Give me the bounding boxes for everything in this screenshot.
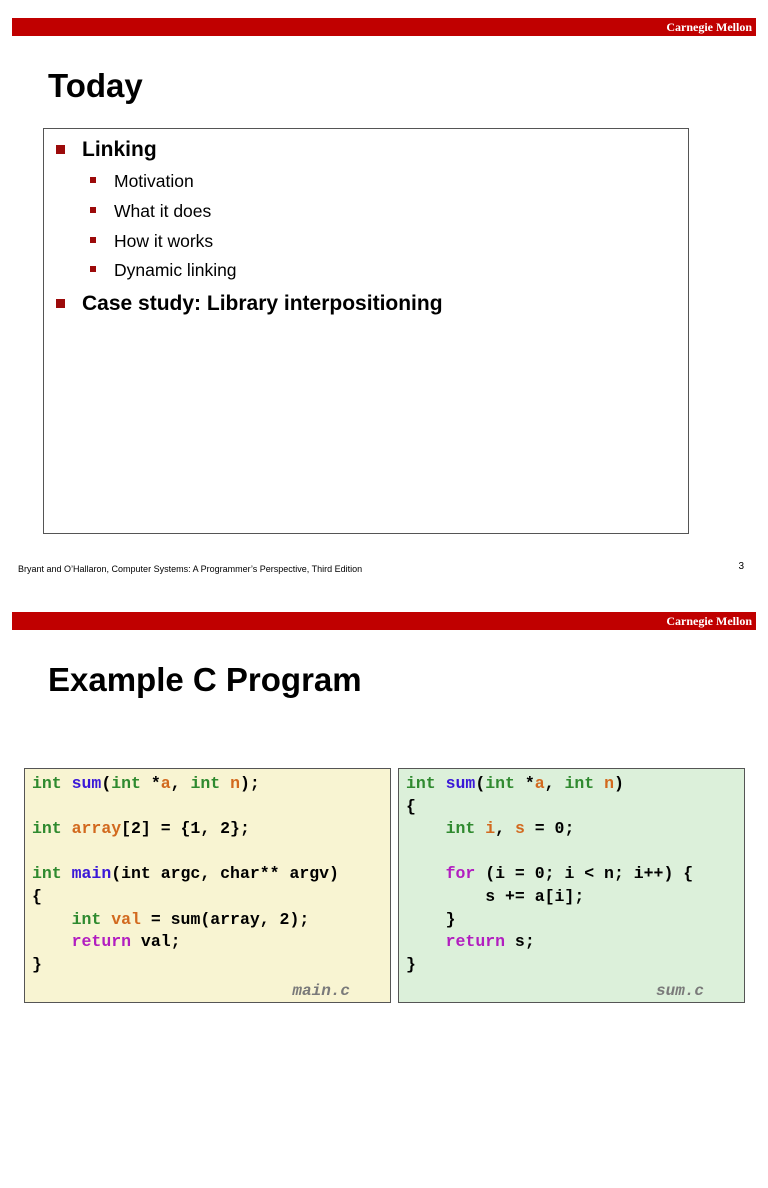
bullet-linking: Linking — [56, 137, 157, 163]
code-line: s += a[i]; — [406, 886, 585, 906]
code-line: } — [406, 909, 456, 929]
bullet-square-icon — [90, 207, 96, 213]
code-line: int sum(int *a, int n) — [406, 774, 624, 793]
sub-bullet: How it works — [90, 230, 213, 252]
code-line: } — [32, 954, 42, 974]
filename-label: sum.c — [655, 982, 704, 1000]
header-bar — [12, 18, 756, 36]
code-line: int array[2] = {1, 2}; — [32, 819, 250, 839]
sub-bullet: What it does — [90, 200, 211, 222]
bullet-square-icon — [56, 145, 65, 154]
code-line: return s; — [445, 932, 535, 952]
slide-example-c-program — [0, 594, 768, 1188]
code-line: int i, s = 0; — [445, 819, 575, 839]
bullet-square-icon — [90, 266, 96, 272]
code-listing — [406, 773, 693, 976]
filename-label: main.c — [292, 982, 350, 1000]
code-line: return val; — [71, 932, 181, 952]
brand-label: Carnegie Mellon — [666, 614, 752, 628]
brand-label: Carnegie Mellon — [666, 20, 752, 34]
code-line: { — [32, 886, 42, 906]
code-line: { — [406, 796, 416, 816]
header-bar — [12, 612, 756, 630]
code-line: int val = sum(array, 2); — [71, 909, 310, 929]
code-line: } — [406, 954, 416, 974]
code-listing — [32, 773, 339, 976]
sub-bullet: Motivation — [90, 170, 194, 192]
code-box-sum — [398, 768, 745, 1003]
slide-title: Example C Program — [48, 661, 362, 698]
bullet-case-study: Case study: Library interpositioning — [56, 291, 443, 317]
bullet-square-icon — [56, 299, 65, 308]
bullet-square-icon — [90, 237, 96, 243]
code-line: int sum(int *a, int n); — [32, 774, 260, 793]
code-line: int main(int argc, char** argv) — [32, 864, 339, 884]
sub-bullet: Dynamic linking — [90, 259, 237, 281]
footer-citation: Bryant and O’Hallaron, Computer Systems: A Programmer’s Perspective, Third Edition — [18, 564, 363, 574]
page-number: 3 — [738, 561, 744, 572]
slide-title: Today — [48, 67, 143, 104]
code-box-main — [24, 768, 391, 1003]
bullet-square-icon — [90, 177, 96, 183]
code-line: for (i = 0; i < n; i++) { — [445, 864, 694, 884]
content-box — [43, 128, 689, 534]
